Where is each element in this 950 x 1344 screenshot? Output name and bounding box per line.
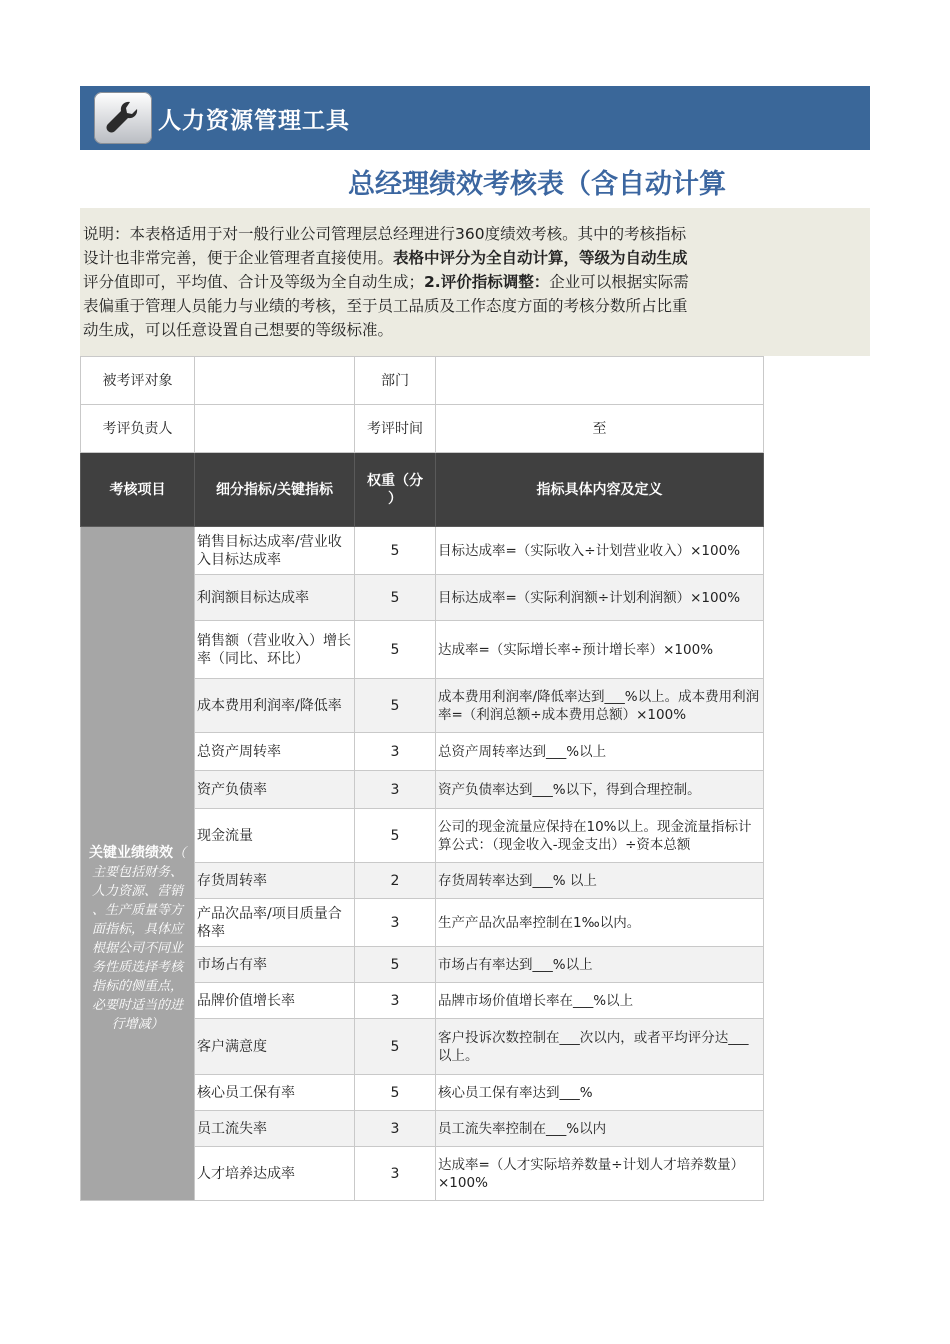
category-note-line: 指标的侧重点， (91, 978, 183, 994)
category-note-line: 根据公司不同业 (91, 940, 183, 956)
weight-cell: 5 (355, 527, 436, 575)
target-label: 被考评对象 (81, 357, 195, 405)
owner-label: 考评负责人 (81, 405, 195, 453)
definition-cell: 市场占有率达到___%以上 (436, 947, 764, 983)
indicator-cell: 产品次品率/项目质量合格率 (195, 899, 355, 947)
indicator-cell: 总资产周转率 (195, 733, 355, 771)
definition-cell: 核心员工保有率达到___% (436, 1075, 764, 1111)
header-indicator: 细分指标/关键指标 (195, 453, 355, 527)
indicator-cell: 市场占有率 (195, 947, 355, 983)
description-line: 设计也非常完善，便于企业管理者直接使用。表格中评分为全自动计算，等级为自动生成 (83, 249, 688, 267)
definition-cell: 达成率=（实际增长率÷预计增长率）×100% (436, 621, 764, 679)
weight-cell: 5 (355, 1019, 436, 1075)
dept-value-cell[interactable] (436, 357, 764, 405)
indicator-cell: 员工流失率 (195, 1111, 355, 1147)
description-line: 说明：本表格适用于对一般行业公司管理层总经理进行360度绩效考核。其中的考核指标 (83, 225, 687, 243)
weight-cell: 3 (355, 983, 436, 1019)
indicator-cell: 人才培养达成率 (195, 1147, 355, 1201)
indicator-cell: 资产负债率 (195, 771, 355, 809)
header-category: 考核项目 (81, 453, 195, 527)
category-cell: 关键业绩绩效（ 主要包括财务、 人力资源、营销 、生产质量等方 面指标，具体应 根据公司不同业 务性质选择考核 指标的侧重点， 必要时适当的进 行增减） (81, 527, 195, 1201)
definition-cell: 成本费用利润率/降低率达到___%以上。成本费用利润率=（利润总额÷成本费用总额）×100% (436, 679, 764, 733)
page-title: 总经理绩效考核表（含自动计算 (348, 169, 726, 200)
definition-cell: 达成率=（人才实际培养数量÷计划人才培养数量）×100% (436, 1147, 764, 1201)
weight-cell: 5 (355, 679, 436, 733)
weight-cell: 3 (355, 1147, 436, 1201)
header-banner (80, 86, 870, 150)
category-note-line: 务性质选择考核 (91, 959, 183, 975)
weight-cell: 3 (355, 1111, 436, 1147)
evaluation-table (80, 356, 764, 1201)
definition-cell: 员工流失率控制在___%以内 (436, 1111, 764, 1147)
banner-title: 人力资源管理工具 (158, 108, 350, 134)
weight-cell: 3 (355, 899, 436, 947)
table-row (81, 527, 764, 575)
definition-cell: 存货周转率达到___% 以上 (436, 863, 764, 899)
weight-cell: 2 (355, 863, 436, 899)
indicator-cell: 核心员工保有率 (195, 1075, 355, 1111)
description-line: 表偏重于管理人员能力与业绩的考核，至于员工品质及工作态度方面的考核分数所占比重 (83, 297, 688, 315)
time-label: 考评时间 (355, 405, 436, 453)
description-box (80, 208, 870, 356)
category-note-line: 行增减） (111, 1016, 164, 1032)
definition-cell: 目标达成率=（实际利润额÷计划利润额）×100% (436, 575, 764, 621)
definition-cell: 生产产品次品率控制在1‰以内。 (436, 899, 764, 947)
weight-cell: 5 (355, 1075, 436, 1111)
target-value-cell[interactable] (195, 357, 355, 405)
category-note-line: 必要时适当的进 (91, 997, 183, 1013)
category-note-line: 人力资源、营销 (91, 883, 183, 899)
owner-value-cell[interactable] (195, 405, 355, 453)
description-line: 评分值即可，平均值、合计及等级为全自动生成；2.评价指标调整：企业可以根据实际需 (83, 273, 689, 291)
category-note-line: 主要包括财务、 (91, 864, 183, 880)
header-weight: 权重（分 ） (355, 453, 436, 527)
category-note-line: 面指标，具体应 (91, 921, 183, 937)
definition-cell: 公司的现金流量应保持在10%以上。现金流量指标计算公式：（现金收入-现金支出）÷资本总额 (436, 809, 764, 863)
header-definition: 指标具体内容及定义 (436, 453, 764, 527)
indicator-cell: 客户满意度 (195, 1019, 355, 1075)
indicator-cell: 品牌价值增长率 (195, 983, 355, 1019)
weight-cell: 3 (355, 771, 436, 809)
weight-cell: 5 (355, 575, 436, 621)
indicator-cell: 利润额目标达成率 (195, 575, 355, 621)
weight-cell: 5 (355, 947, 436, 983)
definition-cell: 目标达成率=（实际收入÷计划营业收入）×100% (436, 527, 764, 575)
indicator-cell: 销售额（营业收入）增长率（同比、环比） (195, 621, 355, 679)
indicator-cell: 销售目标达成率/营业收入目标达成率 (195, 527, 355, 575)
weight-cell: 3 (355, 733, 436, 771)
category-note-line: 、生产质量等方 (91, 902, 183, 918)
description-line: 动生成，可以任意设置自己想要的等级标准。 (83, 321, 394, 339)
weight-cell: 5 (355, 621, 436, 679)
definition-cell: 总资产周转率达到___%以上 (436, 733, 764, 771)
indicator-cell: 存货周转率 (195, 863, 355, 899)
category-title: 关键业绩绩效 (88, 844, 173, 861)
indicator-cell: 成本费用利润率/降低率 (195, 679, 355, 733)
time-value-cell[interactable]: 至 (436, 405, 764, 453)
definition-cell: 客户投诉次数控制在___次以内，或者平均评分达___以上。 (436, 1019, 764, 1075)
dept-label: 部门 (355, 357, 436, 405)
weight-cell: 5 (355, 809, 436, 863)
wrench-icon (94, 92, 152, 144)
indicator-cell: 现金流量 (195, 809, 355, 863)
page-title-area (80, 160, 770, 204)
definition-cell: 资产负债率达到___%以下，得到合理控制。 (436, 771, 764, 809)
definition-cell: 品牌市场价值增长率在___%以上 (436, 983, 764, 1019)
